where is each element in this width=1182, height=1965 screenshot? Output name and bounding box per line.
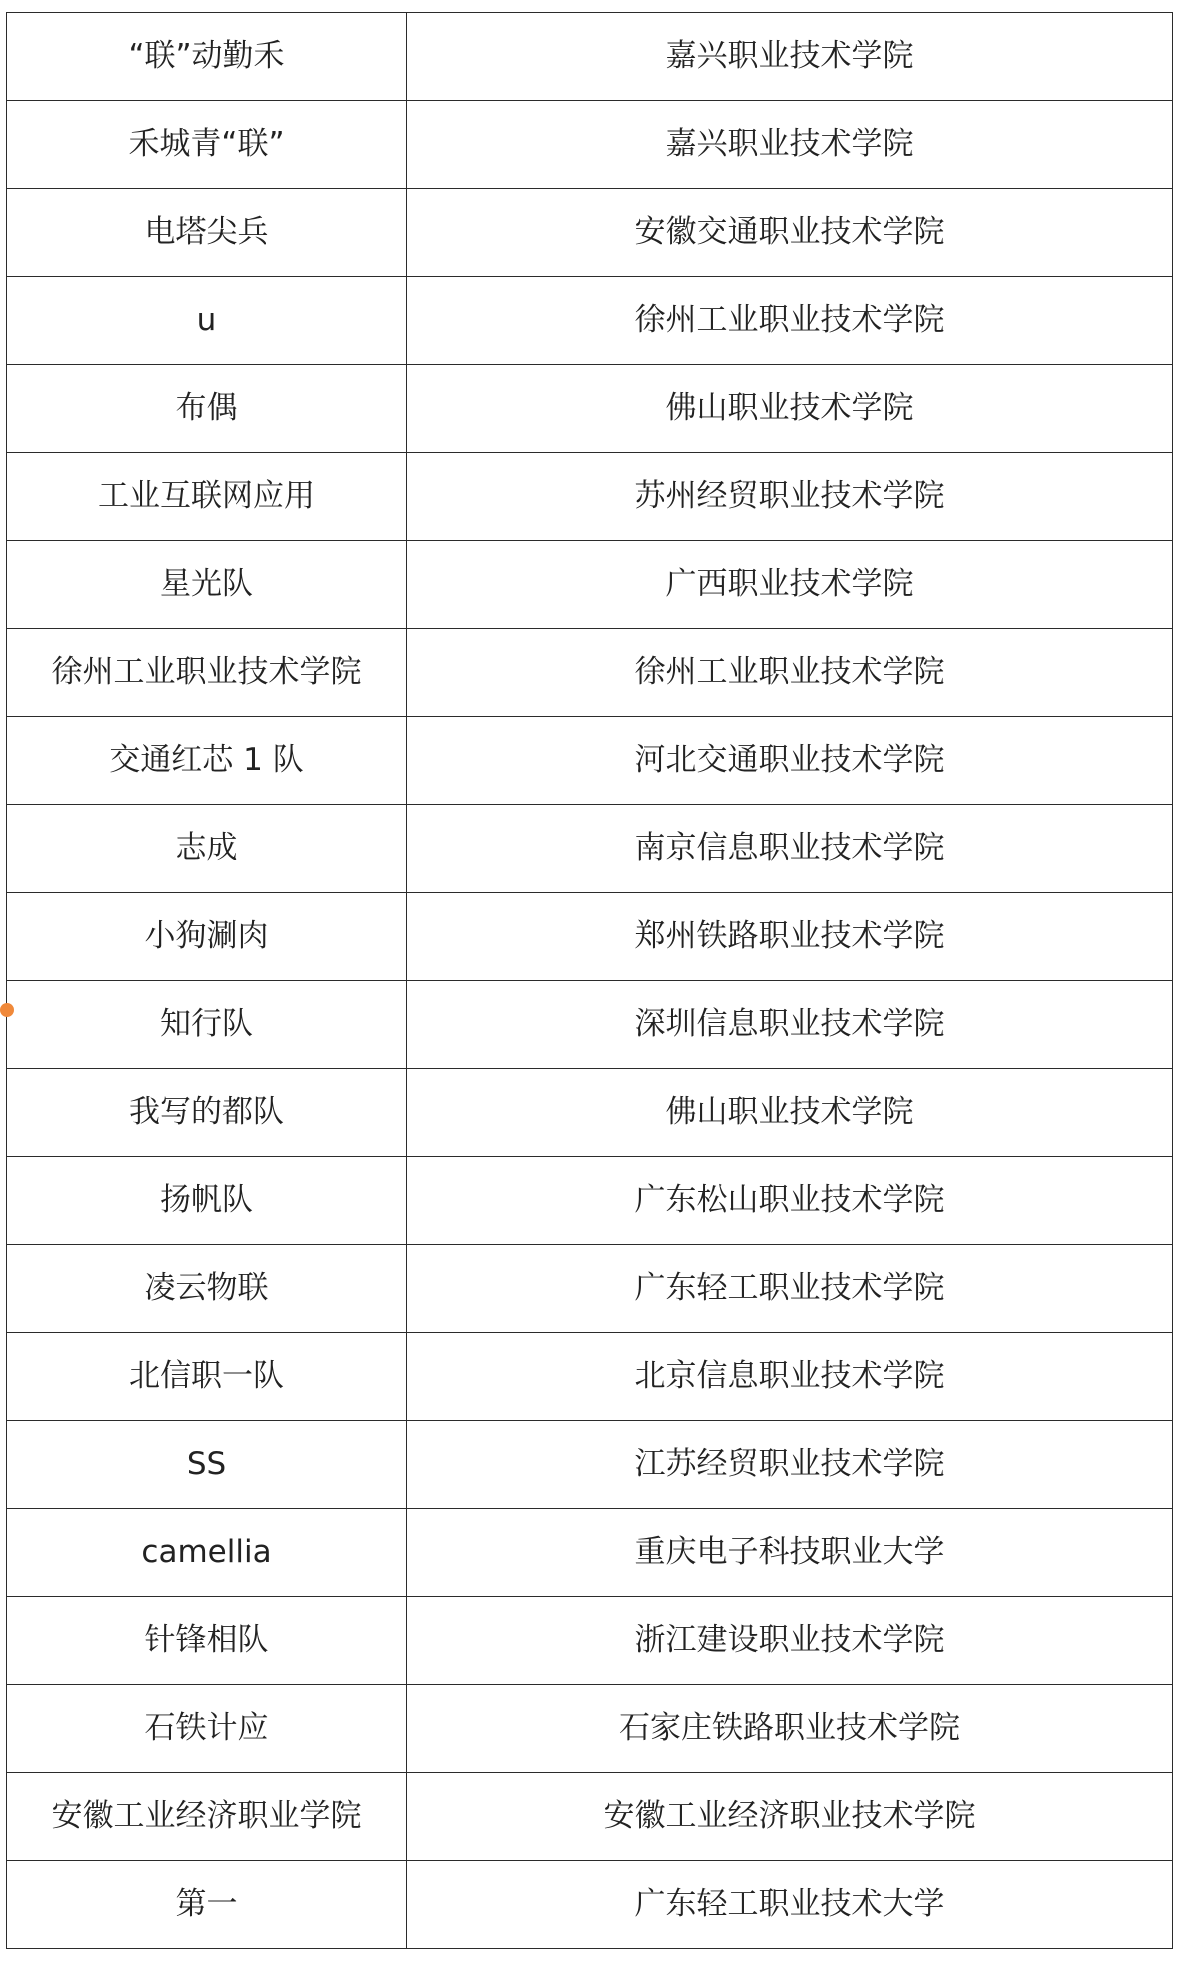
table-row [7, 189, 1173, 277]
table-row [7, 1157, 1173, 1245]
school-name-cell: 广西职业技术学院 [407, 541, 1173, 629]
table-row [7, 453, 1173, 541]
team-name-cell: 志成 [7, 805, 407, 893]
school-name-cell: 广东轻工职业技术学院 [407, 1245, 1173, 1333]
table-row [7, 717, 1173, 805]
school-name-cell: 徐州工业职业技术学院 [407, 277, 1173, 365]
school-name-cell: 深圳信息职业技术学院 [407, 981, 1173, 1069]
team-name-cell: 徐州工业职业技术学院 [7, 629, 407, 717]
school-name-cell: 郑州铁路职业技术学院 [407, 893, 1173, 981]
team-name-cell: 禾城青“联” [7, 101, 407, 189]
team-name-cell: 凌云物联 [7, 1245, 407, 1333]
scroll-marker-dot [0, 1003, 14, 1017]
team-table-body [7, 13, 1173, 1949]
table-row [7, 365, 1173, 453]
school-name-cell: 重庆电子科技职业大学 [407, 1509, 1173, 1597]
school-name-cell: 广东轻工职业技术大学 [407, 1861, 1173, 1949]
team-name-cell: u [7, 277, 407, 365]
school-name-cell: 安徽工业经济职业技术学院 [407, 1773, 1173, 1861]
school-name-cell: 徐州工业职业技术学院 [407, 629, 1173, 717]
team-name-cell: 小狗涮肉 [7, 893, 407, 981]
team-name-cell: 布偶 [7, 365, 407, 453]
team-name-cell: 扬帆队 [7, 1157, 407, 1245]
table-row [7, 1685, 1173, 1773]
team-name-cell: 北信职一队 [7, 1333, 407, 1421]
table-row [7, 277, 1173, 365]
school-name-cell: 石家庄铁路职业技术学院 [407, 1685, 1173, 1773]
school-name-cell: 苏州经贸职业技术学院 [407, 453, 1173, 541]
team-name-cell: 第一 [7, 1861, 407, 1949]
team-name-cell: 知行队 [7, 981, 407, 1069]
team-name-cell: 我写的都队 [7, 1069, 407, 1157]
table-row [7, 629, 1173, 717]
team-name-cell: 星光队 [7, 541, 407, 629]
school-name-cell: 浙江建设职业技术学院 [407, 1597, 1173, 1685]
table-row [7, 101, 1173, 189]
team-name-cell: “联”动勤禾 [7, 13, 407, 101]
table-row [7, 1509, 1173, 1597]
table-row [7, 893, 1173, 981]
team-name-cell: 石铁计应 [7, 1685, 407, 1773]
team-name-cell: 安徽工业经济职业学院 [7, 1773, 407, 1861]
school-name-cell: 南京信息职业技术学院 [407, 805, 1173, 893]
team-name-cell: 电塔尖兵 [7, 189, 407, 277]
table-row [7, 805, 1173, 893]
school-name-cell: 北京信息职业技术学院 [407, 1333, 1173, 1421]
team-name-cell: 针锋相队 [7, 1597, 407, 1685]
school-name-cell: 河北交通职业技术学院 [407, 717, 1173, 805]
table-row [7, 1773, 1173, 1861]
table-row [7, 981, 1173, 1069]
team-table [6, 12, 1173, 1949]
team-name-cell: camellia [7, 1509, 407, 1597]
team-name-cell: 交通红芯 1 队 [7, 717, 407, 805]
school-name-cell: 嘉兴职业技术学院 [407, 101, 1173, 189]
table-row [7, 1069, 1173, 1157]
table-row [7, 541, 1173, 629]
school-name-cell: 安徽交通职业技术学院 [407, 189, 1173, 277]
table-row [7, 1861, 1173, 1949]
school-name-cell: 佛山职业技术学院 [407, 365, 1173, 453]
team-name-cell: 工业互联网应用 [7, 453, 407, 541]
school-name-cell: 江苏经贸职业技术学院 [407, 1421, 1173, 1509]
school-name-cell: 佛山职业技术学院 [407, 1069, 1173, 1157]
school-name-cell: 嘉兴职业技术学院 [407, 13, 1173, 101]
table-row [7, 1333, 1173, 1421]
school-name-cell: 广东松山职业技术学院 [407, 1157, 1173, 1245]
team-name-cell: SS [7, 1421, 407, 1509]
table-row [7, 13, 1173, 101]
table-row [7, 1421, 1173, 1509]
table-row [7, 1245, 1173, 1333]
table-row [7, 1597, 1173, 1685]
